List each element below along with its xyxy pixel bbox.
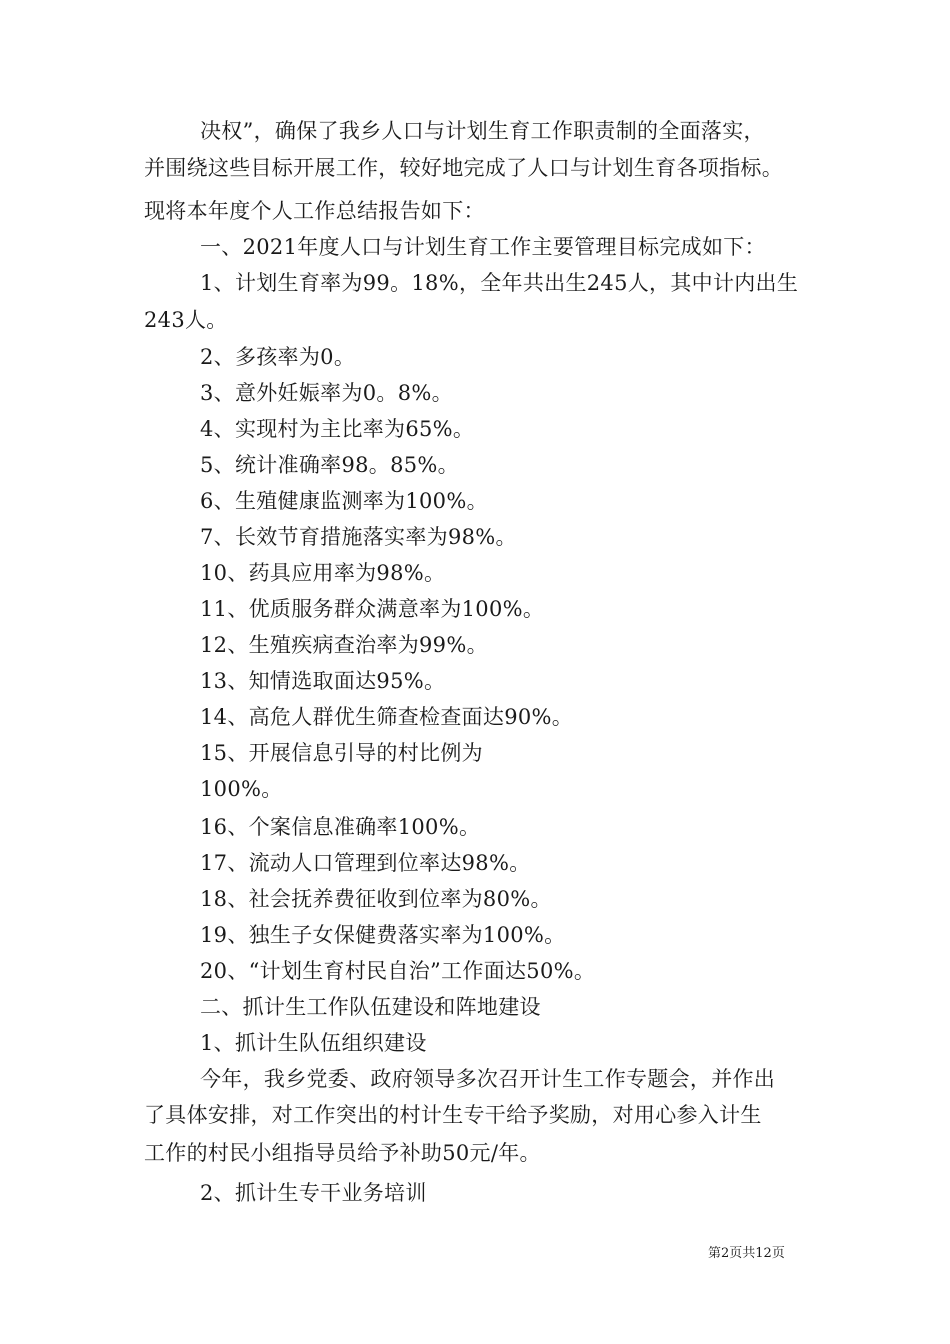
subsection-heading: 1、抓计生队伍组织建设 — [200, 1031, 427, 1055]
list-item: 10、药具应用率为98%。 — [200, 561, 446, 585]
list-item: 1、计划生育率为99。18%，全年共出生245人，其中计内出生 — [200, 271, 799, 295]
list-item: 14、高危人群优生筛查检查面达90%。 — [200, 705, 574, 729]
section-heading: 一、2021年度人口与计划生育工作主要管理目标完成如下： — [200, 235, 766, 259]
paragraph-line: 了具体安排，对工作突出的村计生专干给予奖励，对用心参入计生 — [144, 1103, 762, 1127]
list-item: 6、生殖健康监测率为100%。 — [200, 489, 488, 513]
list-item: 7、长效节育措施落实率为98%。 — [200, 525, 517, 549]
paragraph-line: 工作的村民小组指导员给予补助50元/年。 — [144, 1141, 541, 1165]
section-heading: 二、抓计生工作队伍建设和阵地建设 — [200, 995, 541, 1019]
paragraph-line: 现将本年度个人工作总结报告如下： — [144, 199, 485, 223]
list-item: 17、流动人口管理到位率达98%。 — [200, 851, 531, 875]
paragraph-line: 并围绕这些目标开展工作，较好地完成了人口与计划生育各项指标。 — [144, 156, 783, 180]
page-number: 第2页共12页 — [708, 1246, 785, 1261]
list-item: 5、统计准确率98。85%。 — [200, 453, 459, 477]
subsection-heading: 2、抓计生专干业务培训 — [200, 1181, 427, 1205]
list-item: 15、开展信息引导的村比例为 — [200, 741, 483, 765]
list-item: 13、知情选取面达95%。 — [200, 669, 446, 693]
list-item: 19、独生子女保健费落实率为100%。 — [200, 923, 566, 947]
list-item: 20、“计划生育村民自治”工作面达50%。 — [200, 959, 596, 983]
list-item: 16、个案信息准确率100%。 — [200, 815, 481, 839]
paragraph-line: 决权”，确保了我乡人口与计划生育工作职责制的全面落实， — [200, 119, 765, 143]
list-item: 2、多孩率为0。 — [200, 345, 356, 369]
list-item: 18、社会抚养费征收到位率为80%。 — [200, 887, 552, 911]
list-item: 12、生殖疾病查治率为99%。 — [200, 633, 488, 657]
list-item: 4、实现村为主比率为65%。 — [200, 417, 475, 441]
list-item: 3、意外妊娠率为0。8%。 — [200, 381, 453, 405]
paragraph-line: 今年，我乡党委、政府领导多次召开计生工作专题会，并作出 — [200, 1067, 776, 1091]
list-item-continuation: 243人。 — [144, 308, 228, 332]
list-item-continuation: 100%。 — [200, 777, 283, 801]
list-item: 11、优质服务群众满意率为100%。 — [200, 597, 545, 621]
